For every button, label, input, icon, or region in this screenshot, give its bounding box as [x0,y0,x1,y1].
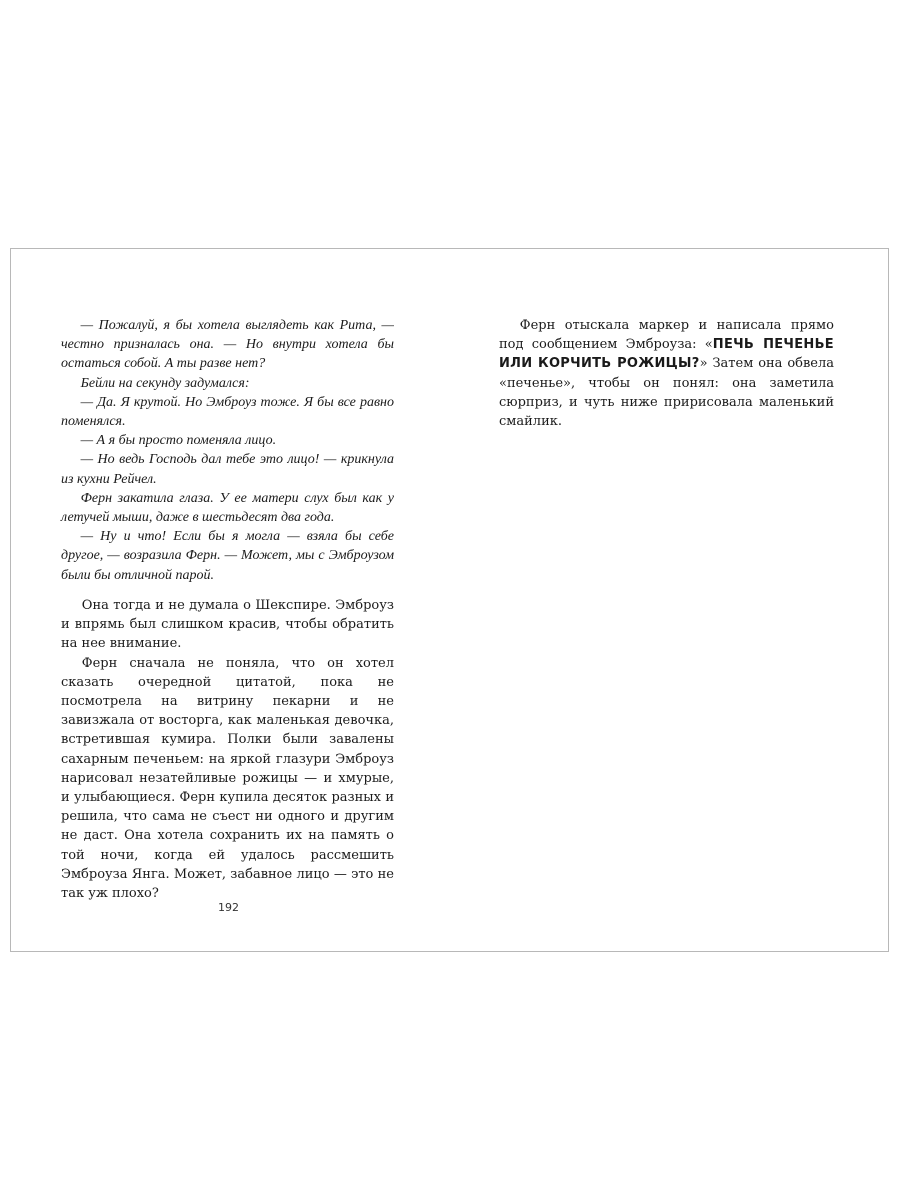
dialogue-line: — Да. Я крутой. Но Эмброуз тоже. Я бы все равно поменялся. [61,394,394,430]
prose-block [61,596,394,903]
highlighted-phrase: ПЕЧЬ ПЕЧЕНЬЕ ИЛИ КОРЧИТЬ РОЖИЦЫ? [499,337,834,372]
paragraph [499,316,834,431]
right-page [451,249,890,951]
dialogue-line: Бейли на секунду задумался: [80,375,250,391]
text-after: » Затем она обвела «печенье», чтобы он понял: она заметила сюрприз, и чуть ниже пририсовала маленький смайлик. [499,356,834,430]
text-before: Ферн отыскала маркер и написала прямо под сообщением Эмброуза: « [499,318,834,353]
dialogue-line: — Ну и что! Если бы я могла — взяла бы себе другое, — возразила Ферн. — Может, мы с Эмброузом были бы отличной парой. [61,529,394,583]
paragraph: Она тогда и не думала о Шекспире. Эмброуз и впрямь был слишком красив, чтобы обратить на нее внимание. [61,598,394,652]
paragraph: Ферн сначала не поняла, что он хотел сказать очередной цитатой, пока не посмотрела на витрину пекарни и не завизжала от восторга, как маленькая девочка, встретившая кумира. Полки были завалены сахарным печеньем: на яркой глазури Эмброуз нарисовал незатейливые рожицы — и хмурые, и улыбающиеся. Ферн купила десяток разных и решила, что сама не съест ни одного и другим не даст. Она хотела сохранить их на память о той ночи, когда ей удалось рассмешить Эмброуза Янга. Может, забавное лицо — это не так уж плохо? [61,655,394,902]
dialogue-line: — Пожалуй, я бы хотела выглядеть как Рита, — честно призналась она. — Но внутри хотела бы остаться собой. А ты разве нет? [61,318,394,372]
right-text-block [499,316,834,431]
left-page [11,249,451,951]
dialogue-block [61,316,394,585]
book-spread [10,248,889,952]
dialogue-line: — А я бы просто поменяла лицо. [80,433,277,449]
dialogue-line: — Но ведь Господь дал тебе это лицо! — крикнула из кухни Рейчел. [61,452,394,487]
page-number: 192 [218,901,239,914]
dialogue-line: Ферн закатила глаза. У ее матери слух был как у летучей мыши, даже в шестьдесят два года. [61,490,394,526]
